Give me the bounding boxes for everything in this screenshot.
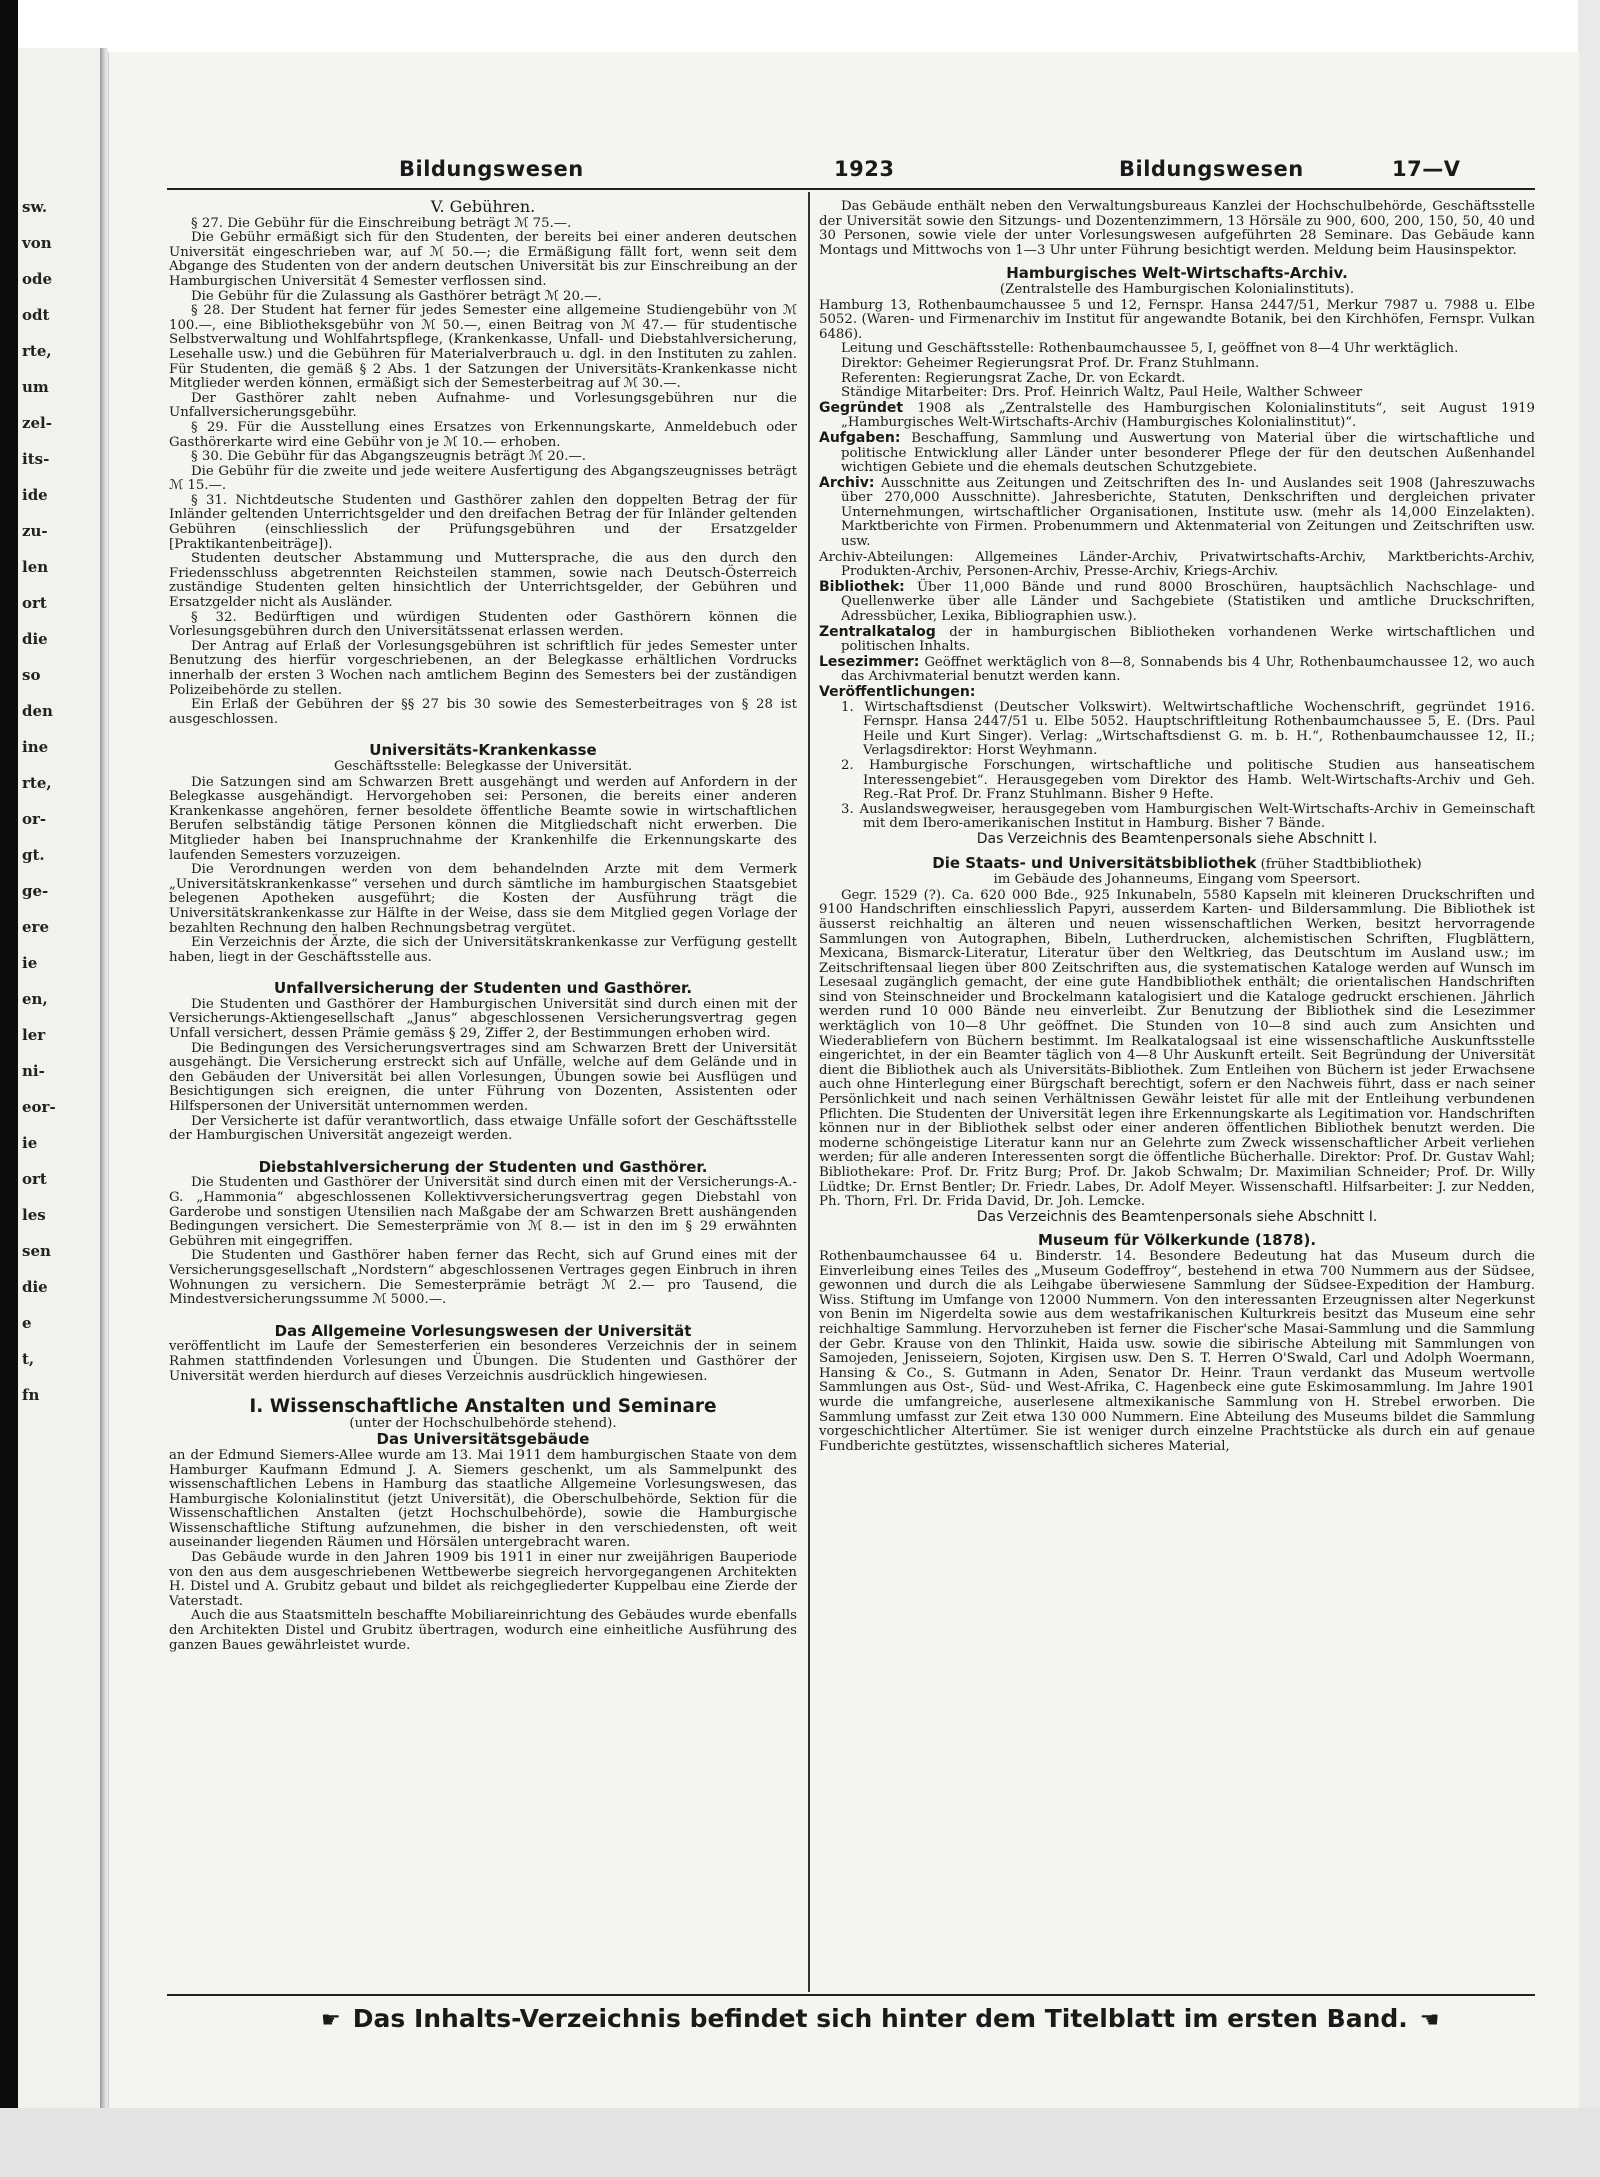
previous-page-fragment: ler [22, 1026, 46, 1044]
previous-page-fragment: fn [22, 1386, 40, 1404]
referents: Referenten: Regierungsrat Zache, Dr. von Eckardt. [841, 370, 1186, 386]
personnel-note: Das Verzeichnis des Beamtenpersonals siehe Abschnitt I. [976, 830, 1378, 847]
previous-page-fragment: um [22, 378, 49, 396]
previous-page-fragment: den [22, 702, 53, 720]
staff: Ständige Mitarbeiter: Drs. Prof. Heinrich Waltz, Paul Heile, Walther Schweer [841, 385, 1363, 401]
scanner-gutter [0, 0, 18, 2177]
running-head-right: Bildungswesen [1119, 157, 1304, 181]
section-title-vorlesungswesen: Das Allgemeine Vorlesungswesen der Universität [274, 1321, 692, 1340]
running-head [169, 157, 1559, 189]
section-subtitle: (Zentralstelle des Hamburgischen Kolonialinstituts). [999, 281, 1355, 297]
paragraph: Auch die aus Staatsmitteln beschaffte Mobiliareinrichtung des Gebäudes wurde ebenfalls den Architekten Distel und Grubitz übertragen, wodurch eine einheitliche Ausführung des ganzen Baues gewährleistet wurde. [169, 1608, 797, 1653]
library-heading [819, 853, 1535, 873]
personnel-note: Das Verzeichnis des Beamtenpersonals siehe Abschnitt I. [976, 1208, 1378, 1225]
entry-zentralkatalog [819, 625, 1535, 655]
paragraph: Die Gebühr für die zweite und jede weitere Ausfertigung des Abgangszeugnisses beträgt ℳ 15.—. [169, 463, 797, 494]
previous-page-fragment: ide [22, 486, 48, 504]
footer-text: Das Inhalts-Verzeichnis befindet sich hinter dem Titelblatt im ersten Band. [352, 2004, 1408, 2033]
entry-archiv [819, 476, 1535, 550]
entry-label: Gegründet [819, 399, 904, 416]
publication-item: 1. Wirtschaftsdienst (Deutscher Volkswirt). Weltwirtschaftliche Wochenschrift, gegründet 1916. Fernspr. Hansa 2447/51 u. Elbe 5052. Hauptschriftleitung Rothenbaumchaussee 5, E. (Drs. Paul Heile und Kurt Singer). Verlag: „Wirtschaftsdienst G. m. b. H.“, Rothenbaumchaussee 12, II.; Verlagsdirektor: Horst Weyhmann. [841, 699, 1535, 759]
previous-page-fragment: zu- [22, 522, 48, 540]
footer-rule [167, 1994, 1535, 1996]
previous-page-fragment: die [22, 1278, 48, 1296]
paragraph: § 30. Die Gebühr für das Abgangszeugnis beträgt ℳ 20.—. [191, 449, 587, 465]
previous-page-fragment: ode [22, 270, 53, 288]
paragraph: Gegr. 1529 (?). Ca. 620 000 Bde., 925 Inkunabeln, 5580 Kapseln mit kleineren Druckschriften und 9100 Handschriften einschliesslich Papyri, ausserdem Karten- und Bildersammlung. Die Bibliothek ist äusserst reichhaltig an älteren und neuen wissenschaftlichen Werken, besitzt hervorragende Sammlungen von Autographen, Bibeln, Lutherdrucken, alchemistischen Schriften, Flugblättern, Mexicana, Bismarck-Literatur, Literatur über den Weltkrieg, das Deutschtum im Ausland usw.; im Zeitschriftensaal liegen über 800 Zeitschriften aus, die systematischen Kataloge werden auf Wunsch im Lesesaal zugänglich gemacht, der eine gute Handbibliothek enthält; die orientalischen Handschriften sind von Steinschneider und Brockelmann katalogisiert und die Kataloge gedruckt erschienen. Jährlich werden rund 10 000 Bände neu einverleibt. Zur Benutzung der Bibliothek sind die Lesezimmer werktäglich von 10—8 Uhr geöffnet. Die Stunden von 10—8 sind auch zum Ansichten und Wiederabliefern von Büchern bestimmt. Im Realkatalogsaal ist eine wissenschaftliche Auskunftsstelle eingerichtet, in der ein Beamter täglich von 4—8 Uhr Auskunft erteilt. Seit Begründung der Universität dient die Bibliothek auch als Universitäts-Bibliothek. Zum Entleihen von Büchern ist jeder Erwachsene auch ohne Hinterlegung einer Bürgschaft berechtigt, sofern er den Nachweis führt, dass er nach seiner Persönlichkeit und nach seinen Verhältnissen Gewähr leistet für alle mit der Entleihung verbundenen Pflichten. Die Studenten der Universität legen ihre Erkennungskarte als Legitimation vor. Handschriften können nur in der Bibliothek selbst oder einer anderen öffentlichen Bibliothek benutzt werden. Die moderne schöngeistige Literatur kann nur an Gelehrte zum Zweck wissenschaftlicher Arbeit verliehen werden; für alle anderen Interessenten sorgt die öffentliche Bücherhalle. Direktor: Prof. Dr. Gustav Wahl; Bibliothekare: Prof. Dr. Fritz Burg; Prof. Dr. Jakob Schwalm; Dr. Maximilian Schneider; Prof. Dr. Willy Lüdtke; Dr. Ernst Bentler; Dr. Friedr. Labes, Dr. Adolf Meyer. Wissenschaftl. Hilfsarbeiter: J. zur Nedden, Ph. Thorn, Frl. Dr. Frida David, Dr. Joh. Lemcke. [819, 887, 1535, 1210]
entry-label: Archiv: [819, 474, 875, 491]
column-divider [808, 192, 810, 1992]
office-hours: Leitung und Geschäftsstelle: Rothenbaumchaussee 5, I, geöffnet von 8—4 Uhr werktäglich. [841, 341, 1459, 357]
paragraph: an der Edmund Siemers-Allee wurde am 13. Mai 1911 dem hamburgischen Staate von dem Hamburger Kaufmann Edmund J. A. Siemers geschenkt, um als Sammelpunkt des wissenschaftlichen Lebens in Hamburg das staatliche Allgemeine Vorlesungswesen, das Hamburgische Kolonialinstitut (jetzt Universität), die Oberschulbehörde, Sektion für die Wissenschaftlichen Anstalten (jetzt Hochschulbehörde), sowie die Hamburgische Wissenschaftliche Stiftung aufzunehmen, die bisher in den verschiedensten, oft weit auseinander liegenden Räumen und Hörsälen untergebracht waren. [169, 1447, 797, 1551]
previous-page-fragment: t, [22, 1350, 35, 1368]
previous-page-fragment: ort [22, 1170, 47, 1188]
previous-page-fragment: sen [22, 1242, 51, 1260]
previous-page-fragment: die [22, 630, 48, 648]
previous-page-fragment: en, [22, 990, 48, 1008]
section-subtitle: im Gebäude des Johanneums, Eingang vom Speersort. [993, 872, 1361, 888]
paragraph: Der Gasthörer zahlt neben Aufnahme- und Vorlesungsgebühren nur die Unfallversicherungsgebühr. [169, 390, 797, 421]
entry-text: Ausschnitte aus Zeitungen und Zeitschriften des In- und Auslandes seit 1908 (Jahreszuwachs über 270,000 Ausschnitte). Jahresberichte, Statuten, Denkschriften und dergleichen privater Unternehmungen, wirtschaftlicher Organisationen, Institute usw. (mehr als 14,000 Einzelakten). Marktberichte von Firmen. Probenummern und Aktenmaterial von Zeitungen und Zeitschriften usw. usw. [841, 475, 1535, 550]
section-title-welt-wirtschafts-archiv: Hamburgisches Welt-Wirtschafts-Archiv. [1006, 264, 1348, 283]
previous-page-fragment: von [22, 234, 52, 252]
pointing-hand-left-icon: ☚ [1419, 2008, 1440, 2033]
book-spine [100, 48, 108, 2108]
section-title-museum: Museum für Völkerkunde (1878). [1037, 1231, 1317, 1250]
paragraph: Ein Erlaß der Gebühren der §§ 27 bis 30 sowie des Semesterbeitrages von § 28 ist ausgeschlossen. [169, 697, 797, 727]
previous-page-fragment: odt [22, 306, 50, 324]
entry-text: der in hamburgischen Bibliotheken vorhandenen Werke wirtschaftlichen und politischen Inhalts. [841, 624, 1535, 655]
paragraph: Die Verordnungen werden von dem behandelnden Arzte mit dem Vermerk „Universitätskrankenkasse“ versehen und durch sämtliche im hamburgischen Staatsgebiet belegenen Apotheken ausgeführt; die Kosten der Ausführung trägt die Universitätskrankenkasse zur Hälfte in der Weise, dass sie dem Mitglied gegen Vorlage der bezahlten Rechnung den halben Rechnungsbetrag vergütet. [169, 862, 797, 936]
section-title-gebuehren: V. Gebühren. [430, 200, 536, 216]
previous-page-fragment: eor- [22, 1098, 56, 1116]
paragraph: § 29. Für die Ausstellung eines Ersatzes von Erkennungskarte, Anmeldebuch oder Gasthörerkarte wird eine Gebühr von je ℳ 10.— erhoben. [169, 419, 797, 450]
address: Hamburg 13, Rothenbaumchaussee 5 und 12, Fernspr. Hansa 2447/51, Merkur 7987 u. 7988 u. Elbe 5052. (Waren- und Firmenarchiv im Institut für angewandte Botanik, bei den Kirchhöfen, Fernspr. Vulkan 6486). [819, 297, 1535, 342]
running-head-year: 1923 [834, 157, 895, 181]
paragraph: veröffentlicht im Laufe der Semesterferien ein besonderes Verzeichnis der in seinem Rahmen stattfindenden Vorlesungen und Übungen. Die Studenten und Gasthörer der Universität werden hierdurch auf dieses Verzeichnis ausdrücklich hingewiesen. [169, 1339, 797, 1384]
right-column [819, 200, 1535, 1990]
previous-page-fragment: or- [22, 810, 47, 828]
paragraph: Die Gebühr ermäßigt sich für den Studenten, der bereits bei einer anderen deutschen Universität eingeschrieben war, auf ℳ 50.—; die Ermäßigung fällt fort, wenn seit dem Abgange des Studenten von der andern deutschen Universität bis zur Einschreibung an der Hamburgischen Universität 4 Semester verflossen sind. [169, 230, 797, 289]
previous-page-fragment: its- [22, 450, 50, 468]
entry-bibliothek [819, 580, 1535, 625]
paragraph: Der Versicherte ist dafür verantwortlich, dass etwaige Unfälle sofort der Geschäftsstelle der Hamburgischen Universität angezeigt werden. [169, 1113, 797, 1144]
paragraph: Das Gebäude wurde in den Jahren 1909 bis 1911 in einer nur zweijährigen Bauperiode von den aus dem ausgeschriebenen Wettbewerbe siegreich hervorgegangenen Architekten H. Distel und A. Grubitz gebaut und bildet als reichgegliederter Kuppelbau eine Zierde der Vaterstadt. [169, 1550, 797, 1609]
page-number: 17—V [1392, 157, 1461, 181]
entry-label: Veröffentlichungen: [819, 684, 976, 700]
entry-text: 1908 als „Zentralstelle des Hamburgischen Kolonialinstituts“, seit August 1919 „Hamburgisches Welt-Wirtschafts-Archiv (Hamburgisches Kolonialinstitut)“. [841, 400, 1535, 431]
paragraph: § 27. Die Gebühr für die Einschreibung beträgt ℳ 75.—. [191, 215, 572, 231]
section-title-diebstahl: Diebstahlversicherung der Studenten und Gasthörer. [258, 1157, 708, 1176]
section-title-anstalten: I. Wissenschaftliche Anstalten und Seminare [249, 1396, 717, 1418]
previous-page-fragment: gt. [22, 846, 45, 864]
paragraph: Die Bedingungen des Versicherungsvertrages sind am Schwarzen Brett der Universität ausgehängt. Die Versicherung erstreckt sich auf Unfälle, welche auf dem Gelände und in den Gebäuden der Universität bei allen Vorlesungen, Übungen sowie bei Ausflügen und Besichtigungen sich ereignen, die unter Führung von Dozenten, Assistenten oder Hilfspersonen der Universität unternommen werden. [169, 1040, 797, 1115]
document-page [108, 52, 1579, 2108]
paragraph: Studenten deutscher Abstammung und Muttersprache, die aus den durch den Friedensschluss abgetrennten Reichsteilen stammen, sowie nach Deutsch-Österreich zuständige Studenten gelten hinsichtlich der Unterrichtsgelder, der Gebühren und Ersatzgelder nicht als Ausländer. [169, 551, 797, 611]
previous-page-fragment: so [22, 666, 41, 684]
paragraph: Ein Verzeichnis der Ärzte, die sich der Universitätskrankenkasse zur Verfügung gestellt haben, liegt in der Geschäftsstelle aus. [169, 935, 797, 965]
section-title-universitaetsgebaeude: Das Universitätsgebäude [376, 1430, 590, 1449]
paragraph: Die Gebühr für die Zulassung als Gasthörer beträgt ℳ 20.—. [191, 288, 602, 304]
scan-bottom-margin [0, 2108, 1600, 2177]
entry-text: Beschaffung, Sammlung und Auswertung von Material über die wirtschaftliche und politische Entwicklung aller Länder unter besonderer Pflege der für den deutschen Außenhandel wichtigen Gebiete und die ehemals deutschen Schutzgebiete. [841, 430, 1535, 476]
section-title-suffix: (früher Stadtbibliothek) [1260, 856, 1422, 872]
previous-page-edge [18, 48, 100, 2108]
entry-lesezimmer [819, 655, 1535, 685]
paragraph: Die Studenten und Gasthörer der Universität sind durch einen mit der Versicherungs-A.-G. „Hammonia“ abgeschlossenen Kollektivversicherungsvertrag gegen Diebstahl von Garderobe und sonstigen Utensilien nach Maßgabe der am Schwarzen Brett aushängenden Bedingungen versichert. Die Semesterprämie von ℳ 8.— ist in den im § 29 erwähnten Gebühren mit eingegriffen. [169, 1175, 797, 1249]
entry-label: Lesezimmer: [819, 653, 920, 670]
entry-text: Über 11,000 Bände und rund 8000 Broschüren, hauptsächlich Nachschlage- und Quellenwerke über alle Länder und Sachgebiete (Statistiken und amtliche Druckschriften, Adressbücher, Lexika, Bibliographien usw.). [841, 579, 1535, 625]
section-title-krankenkasse: Universitäts-Krankenkasse [369, 741, 597, 760]
previous-page-fragment: zel- [22, 414, 52, 432]
paragraph: Die Studenten und Gasthörer haben ferner das Recht, sich auf Grund eines mit der Versicherungsgesellschaft „Nordstern“ abgeschlossenen Vertrages gegen Einbruch in ihren Wohnungen zu versichern. Die Semesterprämie beträgt ℳ 2.— pro Tausend, die Mindestversicherungssumme ℳ 5000.—. [169, 1248, 797, 1308]
paragraph: Rothenbaumchaussee 64 u. Binderstr. 14. Besondere Bedeutung hat das Museum durch die Einverleibung eines Teiles des „Museum Godeffroy“, bestehend in etwa 700 Nummern aus der Südsee, gewonnen und durch die als Leihgabe überwiesene Sammlung der Südsee-Expedition der Hamburg. Wiss. Stiftung im Umfange von 12000 Nummern. Von den interessanten Erzeugnissen alter Negerkunst von Benin im Nigerdelta sowie aus dem westafrikanischen Kulturkreis besitzt das Museum eine sehr reichhaltige Sammlung. Hervorzuheben ist ferner die Fischer'sche Masai-Sammlung und die Sammlung der Gebr. Krause von den Thlinkit, Haida usw. sowie die sibirische Abteilung mit Sammlungen von Samojeden, Jenisseiern, Sojoten, Kirgisen usw. Den S. T. Herren O'Swald, Carl und Adolph Woermann, Hansing & Co., S. Gutmann in Aden, Senator Dr. Heinr. Traun verdankt das Museum wertvolle Sammlungen aus Ost-, Süd- und West-Afrika, C. Hagenbeck eine gute Eskimosammlung. Im Jahre 1901 wurde die umfangreiche, auserlesene altmexikanische Sammlung von H. Strebel erworben. Die Sammlung umfasst zur Zeit etwa 130 000 Nummern. Eine Abteilung des Museums bildet die Sammlung vorgeschichtlicher Altertümer. Sie ist weniger durch einzelne Prachtstücke als durch ein auf genaue Fundberichte gestütztes, wissenschaftlich sicheres Material, [819, 1248, 1535, 1454]
previous-page-fragment: ni- [22, 1062, 45, 1080]
entry-label: Bibliothek: [819, 578, 905, 595]
paragraph: Das Gebäude enthält neben den Verwaltungsbureaus Kanzlei der Hochschulbehörde, Geschäftsstelle der Universität sowie den Sitzungs- und Dozentenzimmern, 13 Hörsäle zu 900, 600, 200, 150, 50, 40 und 30 Personen, sowie viele der unter Vorlesungswesen aufgeführten 28 Seminare. Das Gebäude kann Montags und Mittwochs von 1—3 Uhr unter Führung besichtigt werden. Meldung beim Hausinspektor. [819, 200, 1535, 258]
previous-page-fragment: rte, [22, 774, 52, 792]
section-subtitle: Geschäftsstelle: Belegkasse der Universität. [333, 758, 633, 774]
previous-page-fragment: ere [22, 918, 49, 936]
director: Direktor: Geheimer Regierungsrat Prof. Dr. Franz Stuhlmann. [841, 355, 1260, 371]
pointing-hand-right-icon: ☛ [321, 2008, 341, 2033]
section-title-unfall: Unfallversicherung der Studenten und Gasthörer. [273, 979, 693, 998]
paragraph: Die Studenten und Gasthörer der Hamburgischen Universität sind durch einen mit der Versicherungs-Aktiengesellschaft „Janus“ abgeschlossenen Versicherungsvertrag gegen Unfall versichert, dessen Prämie gemäss § 29, Ziffer 2, der Bestimmungen erhoben wird. [169, 996, 797, 1042]
paragraph: § 32. Bedürftigen und würdigen Studenten oder Gasthörern können die Vorlesungsgebühren durch den Universitätssenat erlassen werden. [169, 609, 797, 640]
section-title-stub: Die Staats- und Universitätsbibliothek [932, 853, 1257, 872]
previous-page-fragment: len [22, 558, 49, 576]
scan-right-margin [1578, 0, 1600, 2177]
header-rule [167, 188, 1535, 190]
section-subtitle: (unter der Hochschulbehörde stehend). [349, 1415, 617, 1431]
publication-item: 3. Auslandswegweiser, herausgegeben vom Hamburgischen Welt-Wirtschafts-Archiv in Gemeinschaft mit dem Ibero-amerikanischen Institut in Hamburg. Bisher 7 Bände. [841, 801, 1535, 832]
previous-page-fragment: sw. [22, 198, 48, 216]
paragraph: § 28. Der Student hat ferner für jedes Semester eine allgemeine Studiengebühr von ℳ 100.—, eine Bibliotheksgebühr von ℳ 50.—, einen Beitrag von ℳ 47.— für studentische Selbstverwaltung und Wohlfahrtspflege, (Krankenkasse, Unfall- und Diebstahlversicherung, Lesehalle usw.) und die Gebühren für Materialverbrauch u. dgl. in den Instituten zu zahlen. Für Studenten, die gemäß § 2 Abs. 1 der Satzungen der Universitäts-Krankenkasse nicht Mitglieder werden können, ermäßigt sich der Semesterbeitrag auf ℳ 30.—. [169, 303, 797, 392]
entry-archiv-abteilungen [819, 550, 1535, 580]
paragraph: § 31. Nichtdeutsche Studenten und Gasthörer zahlen den doppelten Betrag der für Inländer geltenden Unterrichtsgelder und den dreifachen Betrag der für Inländer geltenden Gebühren (einschliesslich der Prüfungsgebühren und der Ersatzgelder [Praktikantenbeiträge]). [169, 492, 797, 552]
entry-label: Zentralkatalog [819, 623, 936, 640]
previous-page-fragment: ie [22, 954, 38, 972]
entry-veroeffentlichungen [819, 685, 1535, 701]
left-column [169, 200, 797, 1990]
previous-page-fragment: e [22, 1314, 32, 1332]
previous-page-fragment: les [22, 1206, 46, 1224]
previous-page-fragment: ie [22, 1134, 38, 1152]
entry-gegruendet [819, 401, 1535, 431]
entry-text: Archiv-Abteilungen: Allgemeines Länder-Archiv, Privatwirtschafts-Archiv, Marktberichts-Archiv, Produkten-Archiv, Personen-Archiv, Presse-Archiv, Kriegs-Archiv. [819, 549, 1535, 580]
publication-item: 2. Hamburgische Forschungen, wirtschaftliche und politische Studien aus hanseatischem Interessengebiet“. Herausgegeben vom Direktor des Hamb. Welt-Wirtschafts-Archiv und Geh. Reg.-Rat Prof. Dr. Franz Stuhlmann. Bisher 9 Hefte. [841, 757, 1535, 803]
running-head-left: Bildungswesen [399, 157, 584, 181]
previous-page-fragment: rte, [22, 342, 52, 360]
entry-text: Geöffnet werktäglich von 8—8, Sonnabends bis 4 Uhr, Rothenbaumchaussee 12, wo auch das Archivmaterial benutzt werden kann. [841, 654, 1535, 685]
entry-aufgaben [819, 431, 1535, 476]
paragraph: Die Satzungen sind am Schwarzen Brett ausgehängt und werden auf Anfordern in der Belegkasse ausgehändigt. Hervorgehoben sei: Personen, die bereits einer anderen Krankenkasse angehören, ferner besoldete öffentliche Beamte sowie in wirtschaftlichen Berufen selbständig tätige Personen können die Mitgliedschaft nicht erwerben. Die Mitglieder haben bei Inanspruchnahme der Krankenhilfe die Erkennungskarte des laufenden Semesters vorzuzeigen. [169, 774, 797, 863]
footer-notice [309, 2004, 1440, 2033]
entry-label: Aufgaben: [819, 429, 901, 446]
paragraph: Der Antrag auf Erlaß der Vorlesungsgebühren ist schriftlich für jedes Semester unter Benutzung des hierfür vorgeschriebenen, an der Belegkasse erhältlichen Vordrucks innerhalb der ersten 3 Wochen nach amtlichem Beginn des Semesters bei der zuständigen Polizeibehörde zu stellen. [169, 638, 797, 698]
previous-page-fragment: ine [22, 738, 49, 756]
previous-page-fragment: ge- [22, 882, 49, 900]
previous-page-fragment: ort [22, 594, 47, 612]
